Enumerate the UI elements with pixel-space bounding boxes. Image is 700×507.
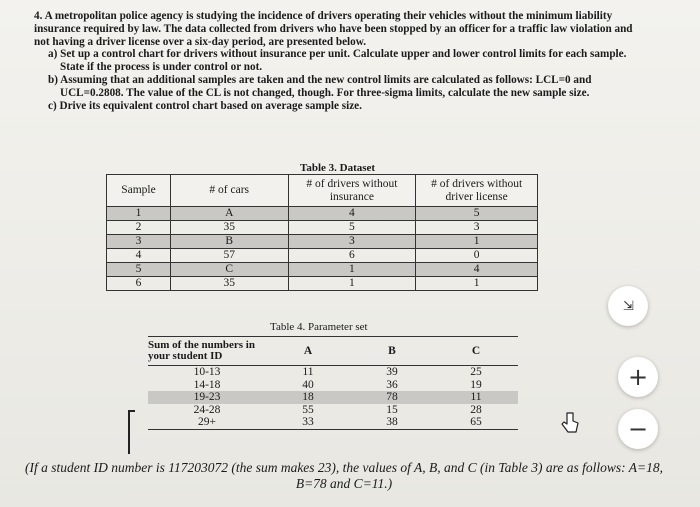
table-row [107,263,538,277]
table-cell: 3 [416,221,538,235]
table-row [107,221,538,235]
table-cell: 5 [107,263,171,277]
table-cell: 28 [470,403,482,416]
table-cell: 2 [107,221,171,235]
table-cell: 35 [170,277,288,291]
table-cell: 6 [107,277,171,291]
table-cell: 1 [416,277,538,291]
problem-statement [34,10,634,112]
table3-header-no-insurance: # of drivers without insurance [288,175,416,207]
table4-header-a: A [266,337,350,366]
table-cell: 38 [350,416,434,429]
table-cell: 3 [288,235,416,249]
table-row [148,379,518,392]
table-cell: 1 [288,277,416,291]
table-cell: 36 [386,378,398,391]
table-cell: 40 [302,378,314,391]
table-cell: 19-23 [148,391,266,404]
table-cell: 65 [434,416,518,429]
table-cell: 18 [266,391,350,404]
hand-pointer-icon [561,412,579,434]
table-cell: 1 [107,207,171,221]
table-cell: 4 [288,207,416,221]
problem-part-c: c) Drive its equivalent control chart based on average sample size. [48,99,362,112]
table-cell: 39 [386,366,398,378]
plus-icon: + [627,363,649,391]
table-row [148,366,518,379]
table-cell: 19 [470,378,482,391]
table-cell: 4 [416,263,538,277]
table-cell: B [170,235,288,249]
table-cell: 5 [416,207,538,221]
zoom-out-button[interactable] [618,409,658,449]
table3-title: Table 3. Dataset [300,162,376,174]
table-row [107,207,538,221]
table-row [107,249,538,263]
table-cell: C [170,263,288,277]
table3-header-cars: # of cars [170,175,288,207]
bracket-mark [128,410,135,454]
table-cell: A [170,207,288,221]
table-cell: 35 [170,221,288,235]
table-cell: 78 [350,391,434,404]
table-cell: 29+ [148,416,266,429]
table4-parameter-set [148,336,518,430]
table4-title: Table 4. Parameter set [270,321,368,333]
table-row [107,235,538,249]
collapse-icon: ⇲ [623,298,633,314]
table3-header-no-license: # of drivers without driver license [416,175,538,207]
table-row [148,404,518,417]
table-cell: 10-13 [193,366,221,378]
table3-header-sample: Sample [107,175,171,207]
student-id-note: (If a student ID number is 117203072 (the sum makes 23), the values of A, B, and C (in Table 3) are as follows: A=18, B=78 and C=11.) [24,460,664,491]
table-cell: 14-18 [193,378,221,391]
table-row [107,277,538,291]
table-cell: 1 [416,235,538,249]
problem-part-a: a) Set up a control chart for drivers without insurance per unit. Calculate upper and lower control limits for each sample. State if the process is under control or not. [48,48,627,74]
table-cell: 3 [107,235,171,249]
table4-header-b: B [350,337,434,366]
table-cell: 57 [170,249,288,263]
problem-part-b: b) Assuming that an additional samples are taken and the new control limits are calculated as follows: LCL=0 and UCL=0.2808. The value of the CL is not changed, though. For three-sigma limits, calculate the new sample size. [48,73,592,99]
table-cell: 1 [288,263,416,277]
table-row [148,391,518,404]
problem-intro: 4. A metropolitan police agency is studying the incidence of drivers operating their vehicles without the minimum liability insurance required by law. The data collected from drivers who have been stopped by an officer for a traffic law violation and not having a driver license over a six-day period, are presented below. [34,10,633,48]
table3-dataset [106,174,538,291]
minus-icon: − [627,415,649,443]
table4-header-c: C [434,337,518,366]
table-cell: 6 [288,249,416,263]
table-cell: 4 [107,249,171,263]
zoom-in-button[interactable] [618,357,658,397]
table-cell: 24-28 [193,403,221,416]
collapse-button[interactable] [608,286,648,326]
table-cell: 25 [470,366,482,378]
table-cell: 5 [288,221,416,235]
table-cell: 33 [266,416,350,429]
table-cell: 55 [302,403,314,416]
table4-header-id-sum: Sum of the numbers in your student ID [148,337,266,366]
table-cell: 0 [416,249,538,263]
table-cell: 11 [434,391,518,404]
table-cell: 11 [302,366,314,378]
table-cell: 15 [386,403,398,416]
table-row [148,416,518,429]
